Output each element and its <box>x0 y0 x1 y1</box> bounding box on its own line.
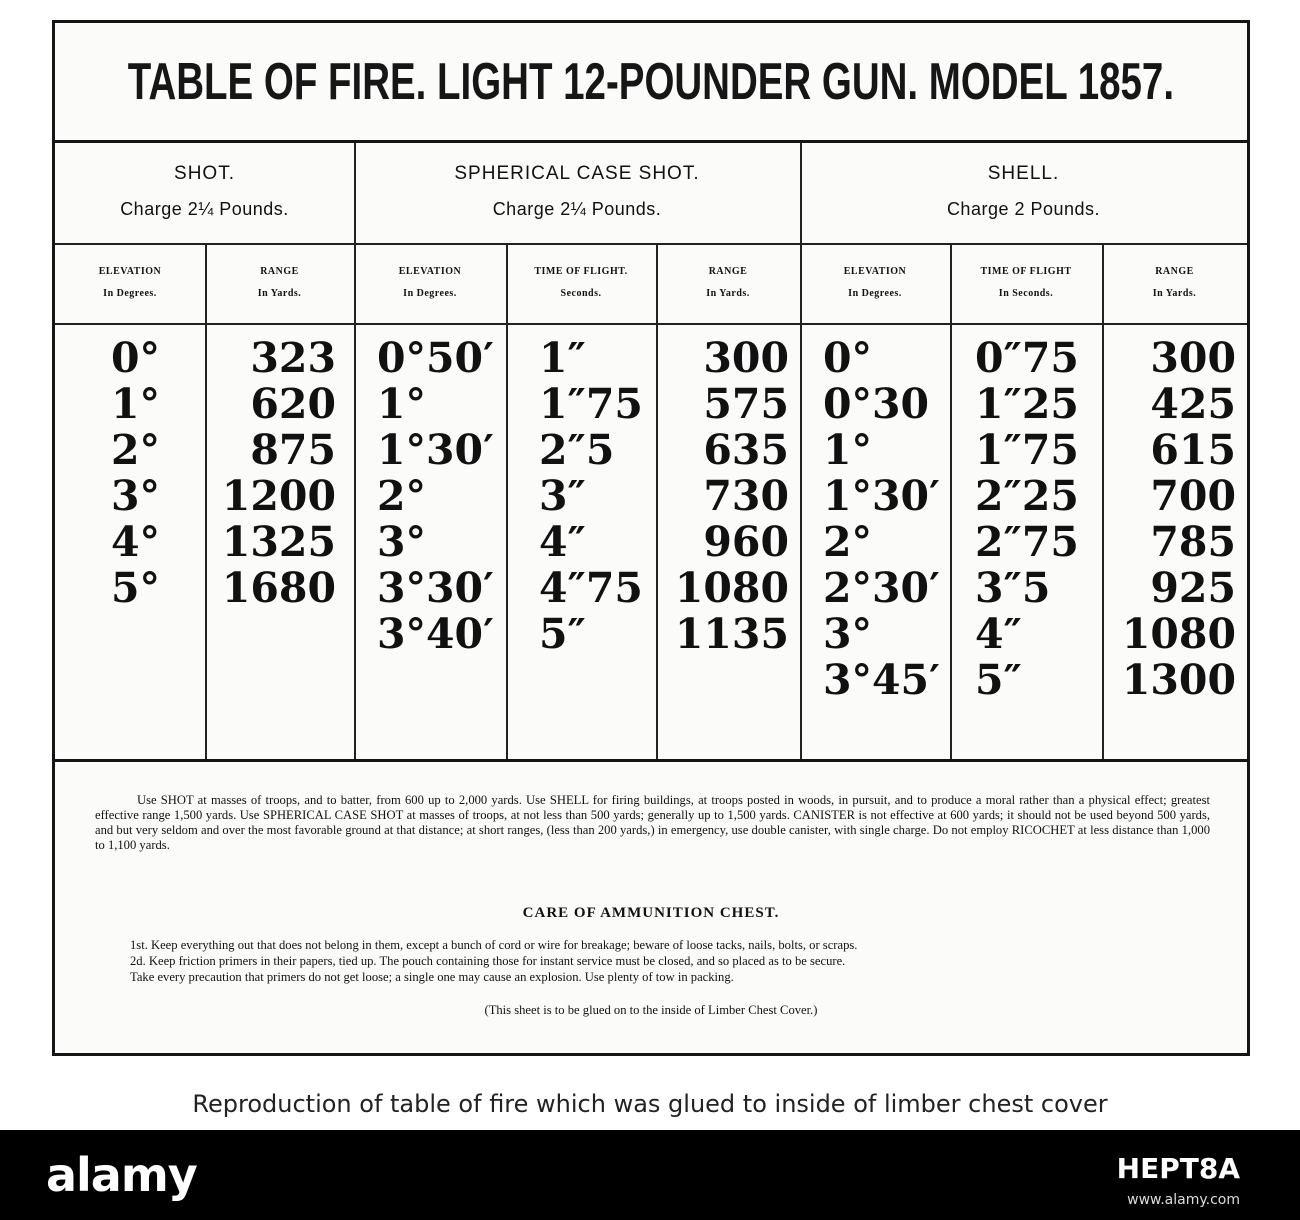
table-cell: 1″25 <box>975 380 1079 428</box>
column-header <box>354 261 506 305</box>
column-header-main: ELEVATION <box>98 266 162 277</box>
column-header-main: RANGE <box>1155 266 1194 277</box>
care-line: 2d. Keep friction primers in their papers, tied up. The pouch containing those for instant service must be closed, and so placed as to be secure. <box>130 954 846 968</box>
table-cell: 1° <box>823 426 873 474</box>
table-cell: 730 <box>703 472 789 520</box>
column-header <box>1102 261 1247 305</box>
section-shot <box>55 143 354 243</box>
table-cell: 300 <box>1150 334 1236 382</box>
table-cell: 5″ <box>975 656 1022 704</box>
table-cell: 615 <box>1150 426 1236 474</box>
glue-note: (This sheet is to be glued on to the inside of Limber Chest Cover.) <box>484 1003 818 1017</box>
table-cell: 3°30′ <box>377 564 494 612</box>
column-header <box>205 261 354 305</box>
table-cell: 1°30′ <box>377 426 494 474</box>
care-title: CARE OF AMMUNITION CHEST. <box>522 905 780 921</box>
table-cell: 3°45′ <box>823 656 940 704</box>
column-header-sub: In Yards. <box>706 288 750 299</box>
table-cell: 2″25 <box>975 472 1079 520</box>
column-header-sub: In Degrees. <box>103 288 157 299</box>
table-cell: 0°30 <box>823 380 930 428</box>
table-cell: 3″ <box>539 472 586 520</box>
spherical-elevation-column <box>377 335 494 657</box>
care-instructions <box>130 937 1210 985</box>
table-of-fire-sheet <box>52 20 1250 1056</box>
table-cell: 1680 <box>221 564 336 612</box>
table-cell: 5° <box>111 564 161 612</box>
page-title: TABLE OF FIRE. LIGHT 12-POUNDER GUN. MODEL 1857. <box>127 52 1175 111</box>
shell-time-column <box>975 335 1079 703</box>
table-cell: 635 <box>703 426 789 474</box>
table-cell: 3° <box>377 518 427 566</box>
column-header-main: ELEVATION <box>398 266 462 277</box>
section-charge: Charge 2 Pounds. <box>946 199 1101 219</box>
table-cell: 2°30′ <box>823 564 940 612</box>
section-shell <box>800 143 1247 243</box>
care-line: Take every precaution that primers do not get loose; a single one may cause an explosion. Use plenty of tow in packing. <box>130 970 734 984</box>
column-header-main: RANGE <box>708 266 748 277</box>
table-cell: 1°30′ <box>823 472 940 520</box>
table-cell: 575 <box>703 380 789 428</box>
spherical-range-column <box>656 335 789 657</box>
table-cell: 1″75 <box>975 426 1079 474</box>
shell-elevation-column <box>823 335 940 703</box>
table-cell: 3″5 <box>975 564 1051 612</box>
table-cell: 4″75 <box>539 564 643 612</box>
banner-url: www.alamy.com <box>1127 1192 1240 1208</box>
table-cell: 0° <box>823 334 873 382</box>
column-header-sub: In Degrees. <box>403 288 457 299</box>
table-cell: 960 <box>703 518 789 566</box>
table-cell: 2″75 <box>975 518 1079 566</box>
table-cell: 1″ <box>539 334 586 382</box>
table-cell: 4″ <box>539 518 586 566</box>
table-cell: 0° <box>111 334 161 382</box>
shot-elevation-column <box>111 335 160 611</box>
table-cell: 875 <box>250 426 336 474</box>
column-header-main: TIME OF FLIGHT <box>980 266 1072 277</box>
column-header-sub: In Yards. <box>1152 288 1197 299</box>
column-header-row <box>55 243 1247 325</box>
table-cell: 300 <box>703 334 789 382</box>
column-header <box>950 261 1102 305</box>
usage-note: Use SHOT at masses of troops, and to batter, from 600 up to 2,000 yards. Use SHELL for firing buildings, at troops posted in woods, in pursuit, and to produce a moral rather than a physical effect; greatest effective range 1,500 yards. Use SPHERICAL CASE SHOT at masses of troops, at not less than 500 yards; generally up to 1,500 yards. CANISTER is not effective at 600 yards; it should not be used beyond 500 yards, and but very seldom and over the most favorable ground at that distance; at short ranges, (less than 200 yards,) in emergency, use double canister, with single charge. Do not employ RICOCHET at less distance than 1,000 to 1,100 yards. <box>95 793 1210 852</box>
section-charge: Charge 2¼ Pounds. <box>492 199 662 219</box>
column-header-sub: In Seconds. <box>998 288 1054 299</box>
table-cell: 785 <box>1150 518 1236 566</box>
table-cell: 0″75 <box>975 334 1079 382</box>
section-header-row <box>55 143 1247 245</box>
table-cell: 3° <box>823 610 873 658</box>
table-cell: 4° <box>111 518 161 566</box>
table-cell: 2″5 <box>539 426 615 474</box>
table-cell: 3° <box>111 472 161 520</box>
section-name: SHELL. <box>987 163 1060 184</box>
image-id: HEPT8A <box>1116 1152 1240 1185</box>
column-header <box>800 261 950 305</box>
table-cell: 2° <box>111 426 161 474</box>
table-cell: 425 <box>1150 380 1236 428</box>
table-cell: 5″ <box>539 610 586 658</box>
table-cell: 1325 <box>221 518 336 566</box>
column-header <box>55 261 205 305</box>
notes-section <box>55 759 1247 1053</box>
table-cell: 3°40′ <box>377 610 494 658</box>
table-cell: 700 <box>1150 472 1236 520</box>
column-header <box>506 261 656 305</box>
alamy-logo: alamy <box>46 1148 197 1202</box>
care-line: 1st. Keep everything out that does not belong in them, except a bunch of cord or wire for breakage; beware of loose tacks, nails, bolts, or scraps. <box>130 938 858 952</box>
table-cell: 1080 <box>1121 610 1236 658</box>
table-cell: 2° <box>823 518 873 566</box>
column-header-sub: In Degrees. <box>848 288 902 299</box>
column-header-main: ELEVATION <box>843 266 907 277</box>
table-body <box>55 323 1247 762</box>
title-row <box>55 23 1247 143</box>
table-cell: 2° <box>377 472 427 520</box>
table-cell: 620 <box>250 380 336 428</box>
table-cell: 0°50′ <box>377 334 494 382</box>
table-cell: 1080 <box>674 564 789 612</box>
table-cell: 925 <box>1150 564 1236 612</box>
column-header-sub: In Yards. <box>257 288 302 299</box>
table-cell: 1135 <box>674 610 789 658</box>
section-charge: Charge 2¼ Pounds. <box>120 199 289 219</box>
table-cell: 1300 <box>1121 656 1236 704</box>
section-spherical-case-shot <box>354 143 800 243</box>
column-header-main: TIME OF FLIGHT. <box>534 266 628 277</box>
column-header <box>656 261 800 305</box>
shot-range-column <box>205 335 336 611</box>
table-cell: 1° <box>111 380 161 428</box>
table-cell: 4″ <box>975 610 1022 658</box>
section-name: SPHERICAL CASE SHOT. <box>454 163 700 184</box>
watermark-banner <box>0 1130 1300 1220</box>
section-name: SHOT. <box>174 163 235 184</box>
column-header-main: RANGE <box>260 266 299 277</box>
column-header-sub: Seconds. <box>560 288 602 299</box>
table-cell: 1200 <box>221 472 336 520</box>
table-cell: 1° <box>377 380 427 428</box>
image-caption: Reproduction of table of fire which was glued to inside of limber chest cover <box>192 1090 1108 1118</box>
spherical-time-column <box>539 335 643 657</box>
shell-range-column <box>1102 335 1236 703</box>
table-cell: 323 <box>250 334 336 382</box>
table-cell: 1″75 <box>539 380 643 428</box>
